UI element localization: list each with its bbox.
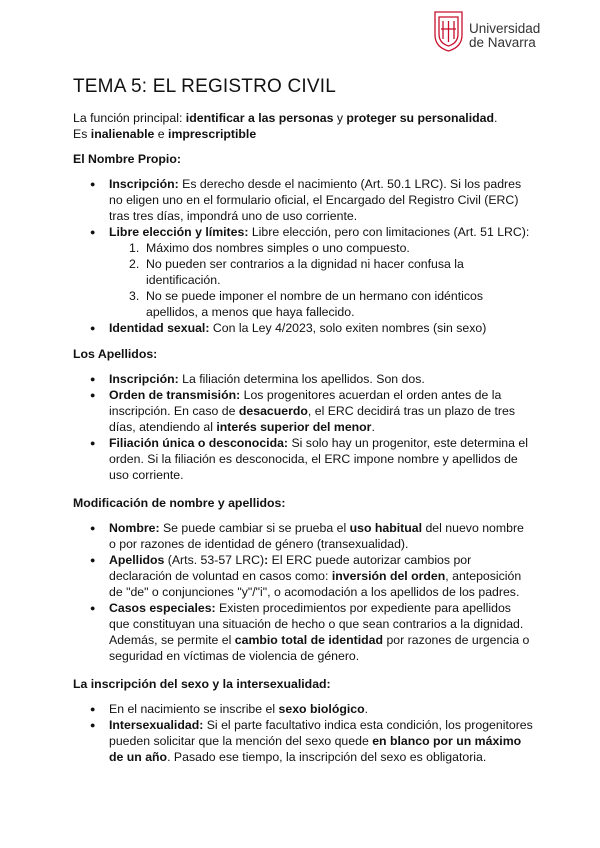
intro-bold: inalienable (90, 127, 155, 141)
document-body (73, 76, 533, 765)
item-label: Orden de transmisión: (109, 388, 241, 402)
university-seal-icon (432, 9, 465, 53)
item-number: 2. (129, 257, 140, 271)
item-text: . (364, 702, 369, 716)
section-heading-nombre: El Nombre Propio: (73, 152, 181, 166)
numbered-item (129, 240, 533, 256)
item-text: Es derecho desde el nacimiento (Art. 50.1 LRC). Si los padres no eligen uno en el formulario oficial, el Encargado del Registro Civil (ERC) tras tres días, impondrá uno de uso corriente. (109, 177, 522, 223)
intro-line-1 (73, 110, 533, 126)
list-item (109, 176, 533, 224)
item-label: Inscripción: (109, 177, 179, 191)
university-logo (432, 9, 542, 55)
intro-line-2 (73, 126, 533, 142)
nombre-limits-list (109, 240, 533, 320)
item-label: Filiación única o desconocida: (109, 436, 289, 450)
item-text: Con la Ley 4/2023, solo exiten nombres (sin sexo) (209, 321, 487, 335)
item-text: No pueden ser contrarios a la dignidad ni hacer confusa la identificación. (146, 257, 464, 287)
item-text: , anteposición de "de" o conjunciones "y"/"i", o acomodación a los apellidos de los padres. (109, 569, 522, 599)
logo-line-2: de Navarra (469, 35, 536, 50)
item-text: Existen procedimientos por expediente para apellidos que constituyan una situación de hecho o que sean contrarios a la dignidad. Además, se permite el (109, 601, 524, 647)
list-item (109, 371, 533, 387)
intro-text: y (333, 111, 347, 125)
item-label: Libre elección y límites: (109, 225, 249, 239)
item-bold: : (264, 553, 269, 567)
item-text: Si el parte facultativo indica esta condición, los progenitores pueden solicitar que la mención del sexo quede (109, 718, 533, 748)
section-heading-sexo: La inscripción del sexo y la intersexualidad: (73, 677, 331, 691)
item-text: (Arts. 53-57 LRC) (164, 553, 265, 567)
item-number: 3. (129, 289, 140, 303)
item-text: Si solo hay un progenitor, este determina el orden. Si la filiación es desconocida, el ERC impone nombre y apellidos de uso corriente. (109, 436, 528, 482)
intro-bold: imprescriptible (168, 127, 257, 141)
item-label: Apellidos (109, 553, 165, 567)
item-number: 1. (129, 241, 140, 255)
intro-text: . (494, 111, 498, 125)
item-label: Nombre: (109, 521, 160, 535)
item-bold: en blanco por un máximo de un año (109, 734, 522, 764)
item-label: Casos especiales: (109, 601, 216, 615)
item-label: Intersexualidad: (109, 718, 204, 732)
item-text: . Pasado ese tiempo, la inscripción del sexo es obligatoria. (167, 750, 487, 764)
item-text: Se puede cambiar si se prueba el (159, 521, 350, 535)
logo-line-1: Universidad (469, 21, 541, 36)
item-bold: sexo biológico (278, 702, 365, 716)
list-item (109, 224, 533, 320)
item-bold: desacuerdo (238, 404, 308, 418)
item-bold: interés superior del menor (216, 420, 372, 434)
intro-bold: identificar a las personas (185, 111, 334, 125)
list-item (109, 701, 533, 717)
intro-text: Es (73, 127, 91, 141)
list-item (109, 600, 533, 664)
list-item (109, 435, 533, 483)
modificacion-list (73, 520, 533, 664)
list-item (109, 520, 533, 552)
item-text: Máximo dos nombres simples o uno compuesto. (146, 241, 410, 255)
nombre-list (73, 176, 533, 336)
item-text: No se puede imponer el nombre de un hermano con idénticos apellidos, a menos que haya fallecido. (146, 289, 484, 319)
list-item (109, 320, 533, 336)
numbered-item (129, 256, 533, 288)
list-item (109, 387, 533, 435)
item-text: En el nacimiento se inscribe el (109, 702, 279, 716)
numbered-item (129, 288, 533, 320)
item-text: del nuevo nombre o por razones de identidad de género (transexualidad). (109, 521, 524, 551)
item-text: El ERC puede autorizar cambios por declaración de voluntad en casos como: (109, 553, 472, 583)
list-item (109, 717, 533, 765)
sexo-list (73, 701, 533, 765)
intro-text: e (154, 127, 169, 141)
section-heading-apellidos: Los Apellidos: (73, 347, 158, 361)
item-text: Libre elección, pero con limitaciones (Art. 51 LRC): (248, 225, 530, 239)
item-text: Los progenitores acuerdan el orden antes de la inscripción. En caso de (109, 388, 502, 418)
apellidos-list (73, 371, 533, 483)
intro-text: La función principal: (73, 111, 186, 125)
item-text: , el ERC decidirá tras un plazo de tres días, atendiendo al (109, 404, 516, 434)
item-bold: inversión del orden (331, 569, 446, 583)
page-title: TEMA 5: EL REGISTRO CIVIL (73, 76, 336, 97)
item-bold: uso habitual (349, 521, 423, 535)
item-label: Inscripción: (109, 372, 179, 386)
item-label: Identidad sexual: (109, 321, 210, 335)
item-text: . (371, 420, 375, 434)
intro-bold: proteger su personalidad (346, 111, 494, 125)
item-bold: cambio total de identidad (234, 633, 384, 647)
section-heading-modificacion: Modificación de nombre y apellidos: (73, 496, 286, 510)
item-text: por razones de urgencia o seguridad en víctimas de violencia de género. (109, 633, 530, 663)
list-item (109, 552, 533, 600)
item-text: La filiación determina los apellidos. Son dos. (178, 372, 425, 386)
